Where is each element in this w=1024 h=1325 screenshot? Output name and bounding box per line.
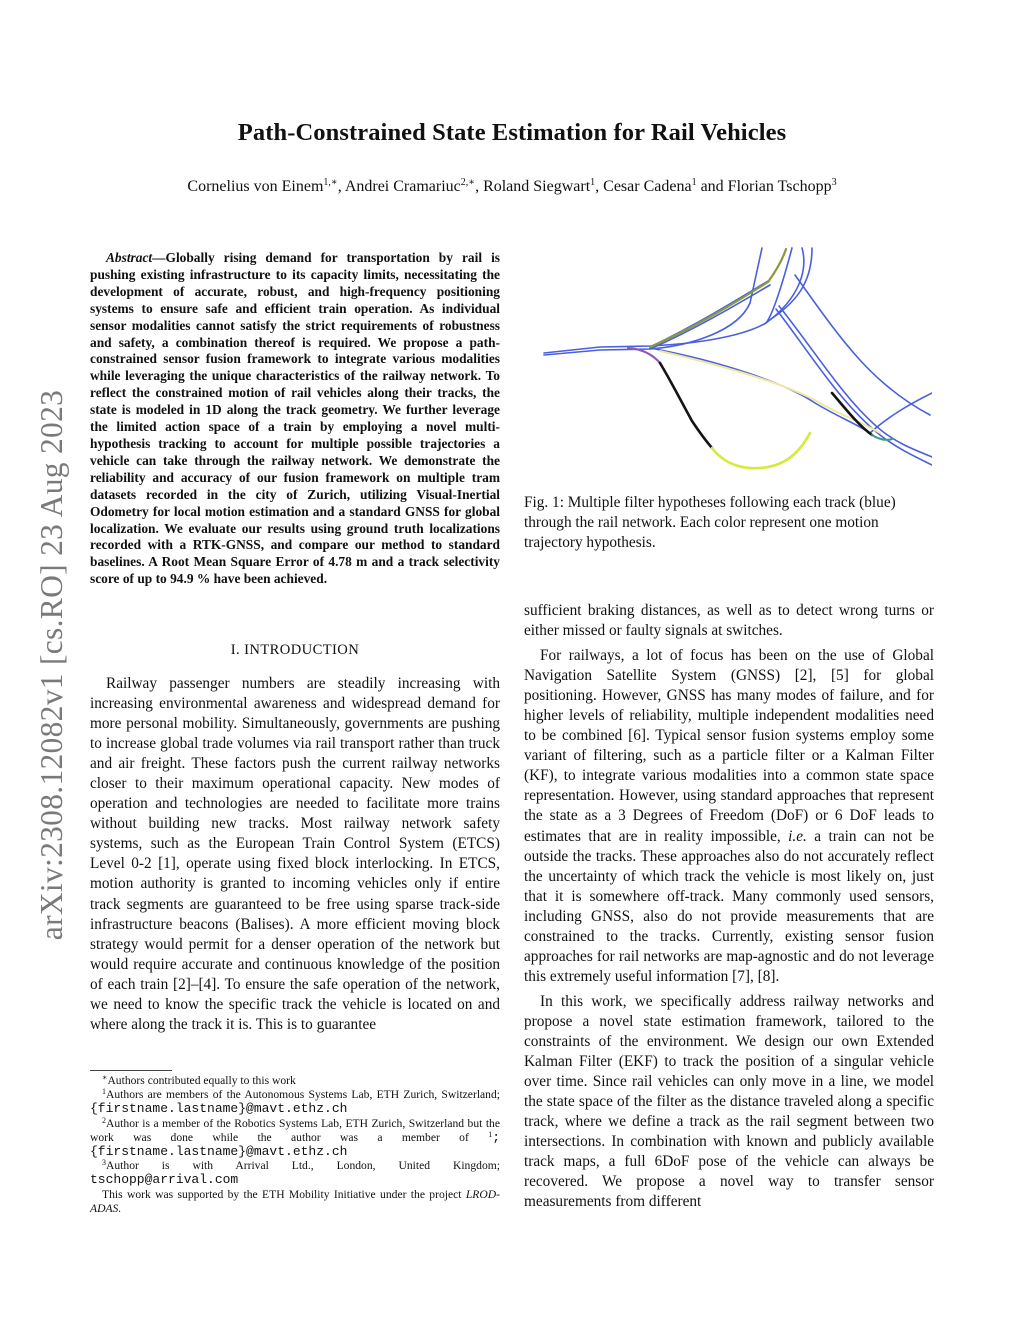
hypothesis-trajectory [832,393,872,435]
hypothesis-trajectory [712,433,810,468]
author-name: Cornelius von Einem [187,178,324,195]
hypothesis-trajectory [628,348,660,363]
author-name: Cesar Cadena [603,178,692,195]
footnote-email[interactable]: {firstname.lastname}@mavt.ethz.ch [90,1101,348,1117]
paragraph-text: For railways, a lot of focus has been on the use of Global Navigation Satellite System (GNSS) [2], [5] for global positioning. However, GNSS has many modes of failure, and for higher levels of reliability, multiple independent modalities need to be combined [6]. Typical sensor fusion systems employ some variant of filtering, such as a particle filter or a Kalman Filter (KF), to integrate various modalities into a common state space representation. However, using standard approaches that represent the state as a 3 Degrees of Freedom (DoF) or 6 DoF leads to estimates that are in reality impossible, [524,647,934,845]
author-affiliation-mark: 1 [691,177,697,188]
arxiv-identifier: arXiv:2308.12082v1 [cs.RO] 23 Aug 2023 [34,389,69,941]
footnote-rule [90,1070,172,1071]
hypothesis-trajectory [660,363,712,448]
rail-network-plot [540,243,932,475]
author-name: Roland Siegwart [483,178,591,195]
right-paragraph-gnss [524,646,934,987]
author-separator: , [475,178,484,195]
paragraph-emphasis: i.e. [788,827,807,845]
author-separator: , [337,178,345,195]
footnote-mark: ∗ [102,1073,108,1082]
track-line [779,306,932,457]
footnote-ref: 1 [488,1129,493,1139]
right-paragraph-continuation: sufficient braking distances, as well as to detect wrong turns or either missed or faulty signals at switches. [524,602,934,640]
author-affiliation-mark: 3 [831,177,837,188]
track-line [768,248,812,321]
footnote-mark: 1 [102,1087,106,1097]
paper-title: Path-Constrained State Estimation for Rail Vehicles [237,119,787,146]
footnote-text: Authors contributed equally to this work [107,1074,296,1087]
right-paragraph-contribution: In this work, we specifically address railway networks and propose a novel state estimation framework, tailored to the constraints of the environment. We design our own Extended Kalman Filter (EKF) to track the position of a singular vehicle over time. Since rail vehicles can only move in a line, we model the state space of the filter as the distance traveled along a specific track, where we define a track as the rail segment between two intersections. In combination with known and publicly available track maps, a full 6DoF pose of the vehicle can always be recovered. We propose a novel way to transfer sensor measurements from different [524,992,934,1211]
footnote-text: This work was supported by the ETH Mobility Initiative under the project [102,1187,466,1201]
intro-paragraph: Railway passenger numbers are steadily increasing with increasing environmental awareness and widespread demand for more personal mobility. Simultaneously, governments are pushing to increase global trade volumes via rail transport rather than truck and air freight. These factors push the current railway networks closer to their maximum operational capacity. New modes of operation and technologies are needed to facilitate more trains without building new tracks. Most railway network safety systems, such as the European Train Control System (ETCS) Level 0-2 [1], operate using fixed block interlocking. In ETCS, motion authority is granted to incoming vehicles only if entire track segments are guaranteed to be free using sparse track-side infrastructure beacons (Balises). A more efficient moving block strategy would permit for a denser operation of the network but would require accurate and continuous knowledge of the position of each train [2]–[4]. To ensure the safe operation of the network, we need to know the specific track the vehicle is located on and where along the track it is. This is to guarantee [90,675,500,1033]
figure-rail-network [540,243,932,475]
track-line [650,281,768,347]
track-line [544,248,762,355]
abstract-text: Globally rising demand for transportation by rail is pushing existing infrastructure to its capacity limits, necessitating the development of accurate, robust, and high-frequency positioning systems to ensure safe and efficient train operation. As individual sensor modalities cannot satisfy the strict requirements of robustness and safety, a combination thereof is required. We propose a path-constrained sensor fusion framework to integrate various modalities while leveraging the unique characteristics of the railway network. To reflect the constrained motion of rail vehicles along their tracks, the state is modeled in 1D along the track geometry. We further leverage the limited action space of a train by employing a novel multi-hypothesis tracking to account for multiple possible trajectories a vehicle can take through the railway network. We demonstrate the reliability and accuracy of our fusion framework on multiple tram datasets recorded in the city of Zurich, utilizing Visual-Inertial Odometry for local motion estimation and a standard GNSS for global localization. We evaluate our results using ground truth localizations recorded with a RTK-GNSS, and compare our method to standard baselines. A Root Mean Square Error of 4.78 m and a track selectivity score of up to 94.9 % have been achieved. [90,250,500,587]
introduction-text [90,674,500,1035]
footnote-affiliation-3 [90,1159,500,1187]
author-separator: , [595,178,604,195]
footnote-text: Author is a member of the Robotics Systems Lab, ETH Zurich, Switzerland but the work was done while the author was a member of [90,1116,500,1144]
hypothesis-trajectory [650,282,768,347]
author-name: Florian Tschopp [727,178,832,195]
track-line [795,275,930,415]
footnote-mark: 2 [102,1115,106,1125]
footnote-affiliation-1 [90,1088,500,1116]
author-affiliation-mark: 1,∗ [323,177,338,188]
footnote-affiliation-2 [90,1117,500,1160]
footnote-text: Authors are members of the Autonomous Systems Lab, ETH Zurich, Switzerland; [106,1088,500,1102]
author-separator: and [696,178,728,195]
footnotes [90,1074,500,1216]
paragraph-text: a train can not be outside the tracks. These approaches also do not accurately reflect the uncertainty of which track the vehicle is most likely on, just that it is somewhere off-track. Many commonly used sensors, including GNSS, also do not provide measurements that are constrained to the tracks. Currently, existing sensor fusion approaches for rail networks are map-agnostic and do not leverage this extremely useful information [7], [8]. [524,827,935,985]
footnote-equal-contribution [90,1074,500,1088]
author-affiliation-mark: 1 [590,177,596,188]
footnote-mark: 3 [102,1158,106,1168]
abstract [90,250,500,588]
figure-caption: Fig. 1: Multiple filter hypotheses following each track (blue) through the rail network. Each color represent one motion trajectory hypothesis. [524,494,896,552]
footnote-text: Author is with Arrival Ltd., London, United Kingdom; [106,1159,500,1173]
author-affiliation-mark: 2,∗ [460,177,476,188]
footnote-email[interactable]: ; {firstname.lastname}@mavt.ethz.ch [90,1129,500,1160]
track-line [870,393,932,433]
footnote-funding [90,1188,500,1216]
author-name: Andrei Cramariuc [344,178,461,195]
section-heading-introduction: I. INTRODUCTION [230,642,360,658]
right-column-text [524,601,934,1212]
author-list [0,178,1024,196]
footnote-project-name: LROD-ADAS. [90,1187,500,1215]
abstract-label: Abstract— [106,250,166,265]
footnote-email[interactable]: tschopp@arrival.com [90,1172,239,1188]
